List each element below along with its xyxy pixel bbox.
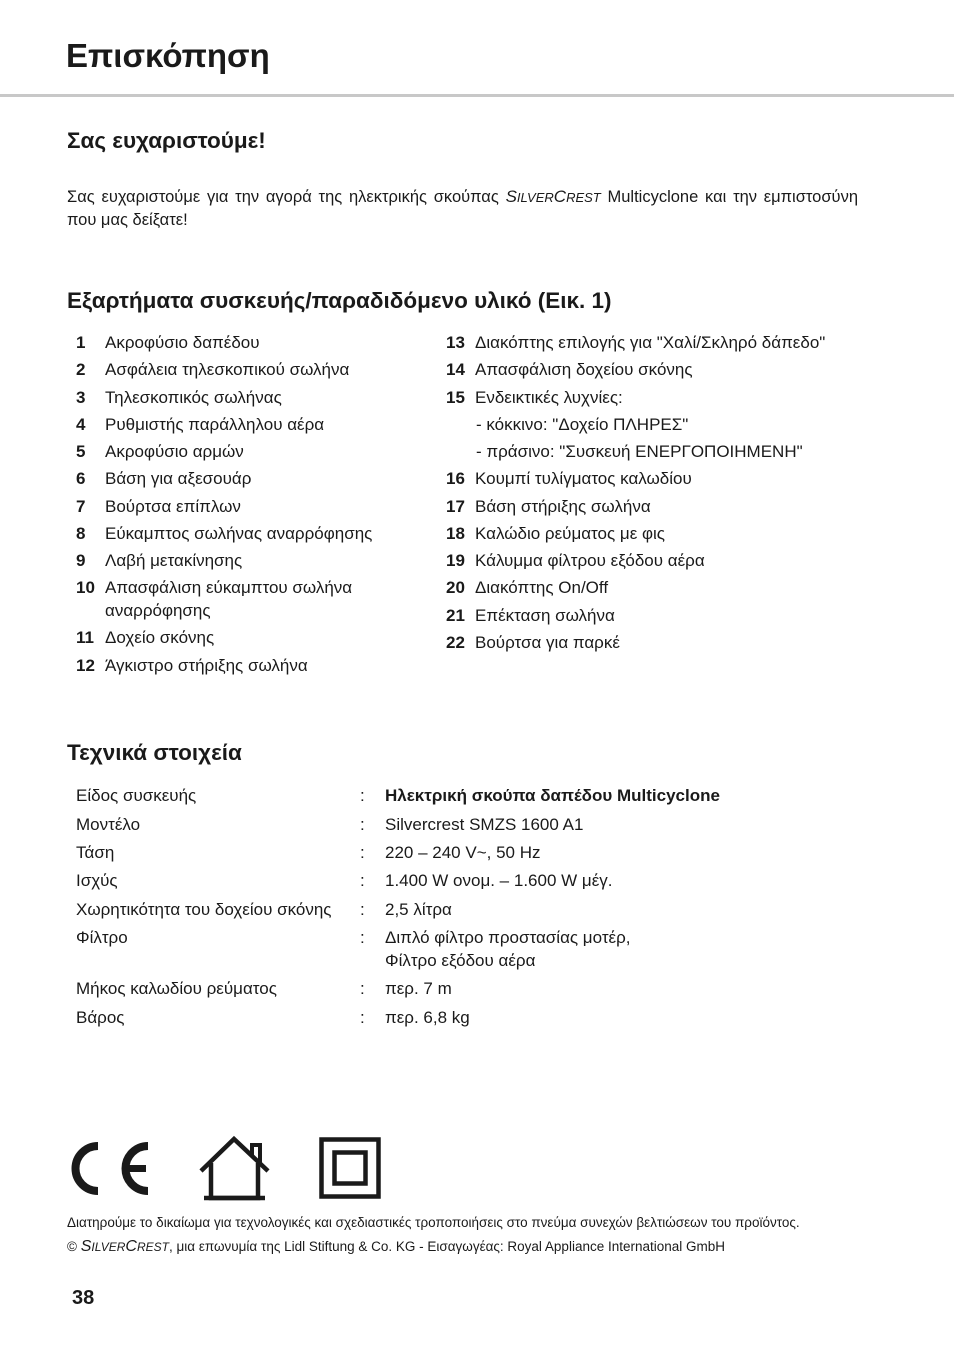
spec-row: Βάρος : περ. 6,8 kg <box>76 1008 470 1027</box>
spec-row: Χωρητικότητα του δοχείου σκόνης : 2,5 λίτρα <box>76 900 452 919</box>
double-square-class-ii-icon <box>319 1137 381 1199</box>
parts-list-left: 1 Ακροφύσιο δαπέδου 2 Ασφάλεια τηλεσκοπικού σωλήνα 3 Τηλεσκοπικός σωλήνας 4 Ρυθμιστής παράλληλου αέρα 5 Ακροφύσιο αρμών 6 Βάση για αξεσουάρ 7 Βούρτσα επίπλων 8 Εύκαμπτος σωλήνας αναρρόφησης 9 Λαβή μετακίνησης 10 Απασφάλιση εύκαμπτου σωλήνα αναρρόφησης 11 Δοχείο σκόνης 12 Άγκιστρο στήριξης σωλήνα <box>76 333 373 675</box>
house-indoor-use-icon <box>198 1135 271 1201</box>
brand-name: SILVERCREST <box>505 187 601 206</box>
copyright-line: © SILVERCREST, μια επωνυμία της Lidl Stiftung & Co. KG - Εισαγωγέας: Royal Appliance International GmbH <box>67 1238 726 1255</box>
thanks-text-after: Multicyclone και την εμπιστοσύνη που μας δείξατε! <box>67 188 858 229</box>
spec-row: Είδος συσκευής : Ηλεκτρική σκούπα δαπέδου Multicyclone <box>76 786 720 805</box>
spec-row: Μήκος καλωδίου ρεύματος : περ. 7 m <box>76 979 452 998</box>
disclaimer-text: Διατηρούμε το δικαίωμα για τεχνολογικές και σχεδιαστικές τροποποιήσεις στο πνεύμα συνεχών βελτιώσεων του προϊόντος. <box>67 1215 800 1230</box>
brand-name: SILVERCREST <box>80 1238 169 1255</box>
title-divider <box>0 94 954 97</box>
thanks-heading: Σας ευχαριστούμε! <box>67 128 266 153</box>
spec-row: Ισχύς : 1.400 W ονομ. – 1.600 W μέγ. <box>76 871 613 890</box>
spec-row: Τάση : 220 – 240 V~, 50 Hz <box>76 843 541 862</box>
ce-mark-icon <box>66 1137 154 1200</box>
page-number: 38 <box>72 1287 95 1309</box>
tech-heading: Τεχνικά στοιχεία <box>67 740 242 765</box>
spec-row: Μοντέλο : Silvercrest SMZS 1600 A1 <box>76 815 584 834</box>
indicator-green: - πράσινο: "Συσκευή ΕΝΕΡΓΟΠΟΙΗΜΕΝΗ" <box>476 442 803 461</box>
spec-row: Φίλτρο : Διπλό φίλτρο προστασίας μοτέρ, Φίλτρο εξόδου αέρα <box>76 928 631 970</box>
parts-list-right: 13 Διακόπτης επιλογής για "Χαλί/Σκληρό δάπεδο" 14 Απασφάλιση δοχείου σκόνης 15 Ενδεικτικές λυχνίες: - κόκκινο: "Δοχείο ΠΛΗΡΕΣ" - πράσινο: "Συσκευή ΕΝΕΡΓΟΠΟΙΗΜΕΝΗ" 16 Κουμπί τυλίγματος καλωδίου 17 Βάση στήριξης σωλήνα 18 Καλώδιο ρεύματος με φις 19 Κάλυμμα φίλτρου εξόδου αέρα 20 Διακόπτης On/Off 21 Επέκταση σωλήνα 22 Βούρτσα για παρκέ <box>446 333 826 652</box>
indicator-red: - κόκκινο: "Δοχείο ΠΛΗΡΕΣ" <box>476 415 689 434</box>
parts-heading: Εξαρτήματα συσκευής/παραδιδόμενο υλικό (Εικ. 1) <box>67 288 612 313</box>
page-title: Επισκόπηση <box>66 37 270 74</box>
thanks-paragraph <box>67 186 858 231</box>
thanks-text-before: Σας ευχαριστούμε για την αγορά της ηλεκτρικής σκούπας <box>67 188 506 206</box>
